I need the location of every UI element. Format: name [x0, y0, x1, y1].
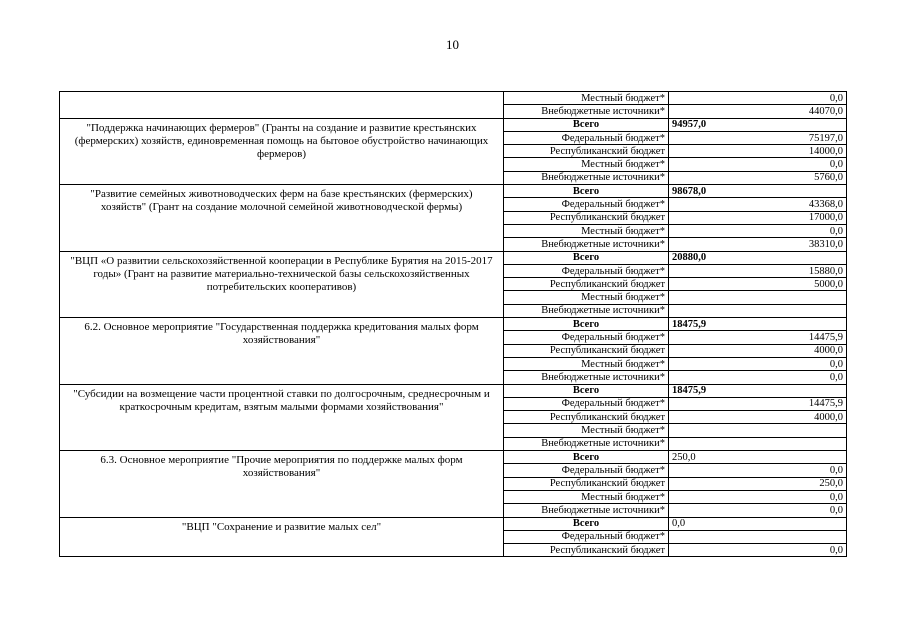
total-label: Всего — [504, 517, 669, 530]
funding-amount — [669, 424, 847, 437]
funding-source-label: Местный бюджет* — [504, 92, 669, 105]
funding-source-label: Федеральный бюджет* — [504, 464, 669, 477]
total-value: 18475,9 — [669, 384, 847, 397]
funding-source-label: Внебюджетные источники* — [504, 304, 669, 317]
funding-source-label: Внебюджетные источники* — [504, 171, 669, 184]
funding-amount: 44070,0 — [669, 105, 847, 118]
funding-source-label: Республиканский бюджет — [504, 544, 669, 557]
funding-source-label: Республиканский бюджет — [504, 211, 669, 224]
activity-description: "ВЦП "Сохранение и развитие малых сел" — [60, 517, 504, 557]
activity-description: 6.3. Основное мероприятие "Прочие мероприятия по поддержке малых форм хозяйствования" — [60, 451, 504, 517]
funding-source-label: Федеральный бюджет* — [504, 397, 669, 410]
total-label: Всего — [504, 384, 669, 397]
activity-description: "ВЦП «О развитии сельскохозяйственной кооперации в Республике Бурятия на 2015-2017 годы» (Грант на развитие материально-технической базы сельскохозяйственных потребительских кооперативов) — [60, 251, 504, 317]
funding-source-label: Внебюджетные источники* — [504, 437, 669, 450]
funding-source-label: Внебюджетные источники* — [504, 504, 669, 517]
funding-amount: 0,0 — [669, 92, 847, 105]
funding-source-label: Местный бюджет* — [504, 291, 669, 304]
funding-amount: 17000,0 — [669, 211, 847, 224]
funding-amount: 5760,0 — [669, 171, 847, 184]
activity-description: "Субсидии на возмещение части процентной ставки по долгосрочным, среднесрочным и краткосрочным кредитам, взятым малыми формами хозяйствования" — [60, 384, 504, 450]
total-value: 250,0 — [669, 451, 847, 464]
page-number: 10 — [446, 37, 459, 52]
funding-amount: 0,0 — [669, 224, 847, 237]
funding-amount: 0,0 — [669, 464, 847, 477]
funding-amount: 0,0 — [669, 371, 847, 384]
table-row — [60, 318, 847, 331]
funding-source-label: Внебюджетные источники* — [504, 371, 669, 384]
funding-source-label: Местный бюджет* — [504, 490, 669, 503]
funding-source-label: Республиканский бюджет — [504, 411, 669, 424]
table-row — [60, 251, 847, 264]
total-label: Всего — [504, 185, 669, 198]
activity-description: "Поддержка начинающих фермеров" (Гранты на создание и развитие крестьянских (фермерских) хозяйств, единовременная помощь на бытовое обустройство начинающих фермеров) — [60, 118, 504, 184]
funding-amount: 38310,0 — [669, 238, 847, 251]
funding-amount: 0,0 — [669, 490, 847, 503]
funding-amount: 0,0 — [669, 544, 847, 557]
funding-source-label: Федеральный бюджет* — [504, 198, 669, 211]
funding-amount: 0,0 — [669, 504, 847, 517]
funding-source-label: Республиканский бюджет — [504, 477, 669, 490]
funding-amount: 250,0 — [669, 477, 847, 490]
total-label: Всего — [504, 318, 669, 331]
funding-amount: 75197,0 — [669, 131, 847, 144]
funding-amount: 4000,0 — [669, 344, 847, 357]
funding-source-label: Федеральный бюджет* — [504, 131, 669, 144]
funding-source-label: Местный бюджет* — [504, 357, 669, 370]
total-label: Всего — [504, 118, 669, 131]
total-label: Всего — [504, 251, 669, 264]
funding-amount: 14475,9 — [669, 331, 847, 344]
funding-source-label: Федеральный бюджет* — [504, 331, 669, 344]
funding-source-label: Республиканский бюджет — [504, 278, 669, 291]
table-row — [60, 384, 847, 397]
funding-amount: 14000,0 — [669, 145, 847, 158]
budget-table-body — [60, 92, 847, 557]
table-row — [60, 92, 847, 105]
funding-amount — [669, 291, 847, 304]
activity-description: 6.2. Основное мероприятие "Государственная поддержка кредитования малых форм хозяйствования" — [60, 318, 504, 384]
total-value: 94957,0 — [669, 118, 847, 131]
total-value: 18475,9 — [669, 318, 847, 331]
table-row — [60, 185, 847, 198]
activity-description — [60, 92, 504, 119]
funding-source-label: Федеральный бюджет* — [504, 530, 669, 543]
funding-source-label: Местный бюджет* — [504, 424, 669, 437]
funding-amount — [669, 304, 847, 317]
funding-amount: 0,0 — [669, 158, 847, 171]
budget-table — [59, 91, 847, 557]
total-value: 20880,0 — [669, 251, 847, 264]
funding-source-label: Местный бюджет* — [504, 158, 669, 171]
table-row — [60, 451, 847, 464]
table-row — [60, 118, 847, 131]
total-label: Всего — [504, 451, 669, 464]
table-row — [60, 517, 847, 530]
funding-source-label: Местный бюджет* — [504, 224, 669, 237]
total-value: 98678,0 — [669, 185, 847, 198]
funding-source-label: Внебюджетные источники* — [504, 238, 669, 251]
funding-amount: 0,0 — [669, 357, 847, 370]
funding-source-label: Республиканский бюджет — [504, 344, 669, 357]
funding-amount: 4000,0 — [669, 411, 847, 424]
funding-amount — [669, 530, 847, 543]
funding-amount: 15880,0 — [669, 264, 847, 277]
total-value: 0,0 — [669, 517, 847, 530]
funding-amount — [669, 437, 847, 450]
funding-source-label: Республиканский бюджет — [504, 145, 669, 158]
funding-source-label: Внебюджетные источники* — [504, 105, 669, 118]
funding-amount: 43368,0 — [669, 198, 847, 211]
funding-amount: 14475,9 — [669, 397, 847, 410]
activity-description: "Развитие семейных животноводческих ферм на базе крестьянских (фермерских) хозяйств" (Грант на создание молочной семейной животноводческой фермы) — [60, 185, 504, 251]
funding-source-label: Федеральный бюджет* — [504, 264, 669, 277]
funding-amount: 5000,0 — [669, 278, 847, 291]
